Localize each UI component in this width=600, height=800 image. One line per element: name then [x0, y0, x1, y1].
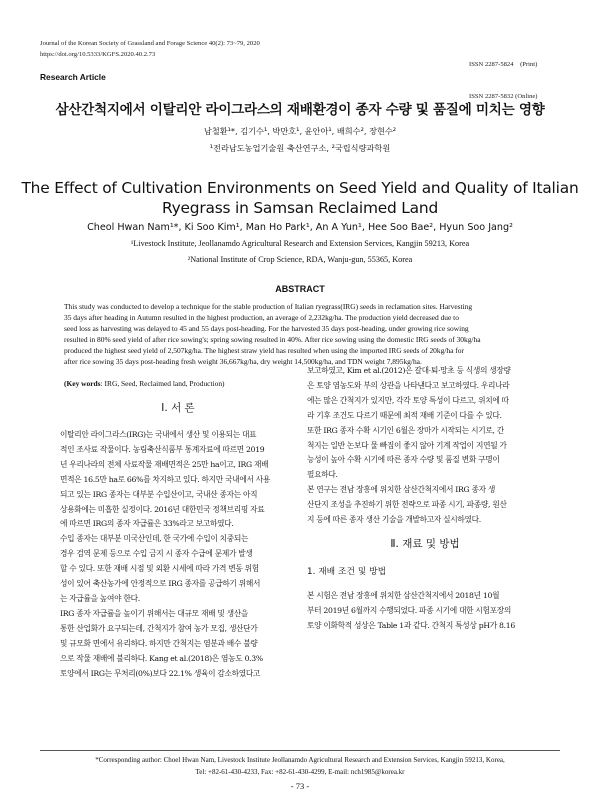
english-affiliation-2: ²National Institute of Crop Science, RDA, Wanju-gun, 55365, Korea — [187, 255, 413, 264]
body-line: 할 수 있다. 또한 재배 시점 및 외환 시세에 따라 가격 변동 위험 — [60, 564, 259, 574]
body-line: 이탈리안 라이그라스(IRG)는 국내에서 생산 및 이용되는 대표 — [60, 430, 257, 439]
journal-header — [40, 39, 260, 60]
english-affiliation-1: ¹Livestock Institute, Jeollanamdo Agricultural Research and Extension Services, Kangjin 59213, Korea — [130, 239, 470, 248]
doi-link[interactable]: https://doi.org/10.5333/KGFS.2020.40.2.73 — [40, 50, 156, 58]
body-line: 척지는 일반 논보다 물 빠짐이 좋지 않아 기계 작업이 지연될 가 — [307, 440, 507, 450]
abstract-line: seed loss as harvesting was delayed to 45 and 55 days post-heading. For the harvested 35 days post-heading, under growing rice sowing — [64, 324, 469, 334]
body-line: 보고하였고, Kim et al.(2012)은 갈대·퇴·망초 등 식생의 생장량 — [307, 366, 511, 375]
body-line: 토양 이화학적 성상은 Table 1과 같다. 간척지 특성상 pH가 8.16 — [307, 620, 515, 630]
body-line: 에는 많은 간척지가 있지만, 각각 토양 특성이 다르고, 위치에 따 — [307, 395, 509, 405]
abstract-line: resulted in 80% seed yield of after rice sowing's; spring sowing resulted in 40%. After rice sowing using the domestic IRG seeds of 30kg/ha — [64, 335, 481, 345]
korean-affiliations: ¹전라남도농업기술원 축산연구소, ²국립식량과학원 — [209, 143, 391, 153]
keywords-label: (Key words — [64, 379, 101, 388]
abstract-body — [64, 301, 536, 368]
body-line: 통한 산업화가 요구되는데, 간척지가 참여 농가 모집, 생산단가 — [60, 623, 258, 633]
body-line: 으로 작물 재배에 불리하다. Kang et al.(2018)은 염농도 0.3% — [60, 653, 263, 663]
body-line: 면적은 16.5만 ha로 66%를 차지하고 있다. 하지만 국내에서 사용 — [60, 474, 270, 484]
corresponding-author-footnote — [40, 754, 560, 778]
abstract-line: This study was conducted to develop a technique for the stable production of Italian ryegrass(IRG) seeds in reclamation sites. Harvesting — [64, 302, 473, 311]
section-heading-methods: Ⅱ. 재료 및 방법 — [390, 538, 460, 550]
body-line: 수입 종자는 대부분 미국산인데, 한 국가에 수입이 치중되는 — [60, 534, 249, 544]
footnote-line: Tel: +82-61-430-4233, Fax: +82-61-430-4299, E-mail: nch1985@korea.kr — [195, 768, 405, 776]
body-line: 은 토양 염농도와 부의 상관을 나타낸다고 보고하였다. 우리나라 — [307, 380, 510, 390]
body-line: 필요하다. — [307, 470, 338, 480]
body-line: 적인 조사료 작물이다. 농림축산식품부 통계자료에 따르면 2019 — [60, 444, 265, 454]
body-line: 라 기후 조건도 다르기 때문에 최적 재배 기준이 다를 수 있다. — [307, 410, 502, 420]
body-line: 지 등에 따른 종자 생산 기술을 개발하고자 실시하였다. — [307, 515, 481, 525]
body-line: 경우 검역 문제 등으로 수입 금지 시 종자 수급에 문제가 발생 — [60, 549, 253, 559]
body-line: 성이 있어 축산농가에 안정적으로 IRG 종자를 공급하기 위해서 — [60, 579, 261, 589]
body-line: 능성이 높아 수확 시기에 따른 종자 수량 및 품질 변화 구명이 — [307, 455, 500, 465]
body-line: 토양에서 IRG는 무처리(0%)보다 22.1% 생육이 감소하였다고 — [60, 668, 261, 678]
english-authors: Cheol Hwan Nam¹*, Ki Soo Kim¹, Man Ho Park¹, An A Yun¹, Hee Soo Bae², Hyun Soo Jang² — [87, 222, 513, 233]
keywords — [64, 379, 225, 388]
body-line: 는 자급률을 높여야 한다. — [60, 593, 140, 603]
body-line: IRG 종자 자급률을 높이기 위해서는 대규모 재배 및 생산을 — [60, 608, 248, 618]
english-title-line1: The Effect of Cultivation Environments on Seed Yield and Quality of Italian — [21, 179, 579, 197]
abstract-line: 35 days after heading in Autumn resulted in the highest production, an average of 2,232kg/ha. The production yield decreased due to — [64, 313, 459, 323]
body-line: 및 규모화 면에서 유리하다. 하지만 간척지는 염분과 배수 불량 — [60, 638, 258, 648]
right-column-text — [307, 364, 543, 528]
body-line: 산단지 조성을 추진하기 위한 전략으로 파종 시기, 파종량, 원산 — [307, 500, 507, 510]
journal-citation: Journal of the Korean Society of Grassland and Forage Science 40(2): 73~79, 2020 — [40, 40, 260, 47]
left-column-text — [60, 428, 296, 681]
subsection-heading: 1. 재배 조건 및 방법 — [307, 567, 387, 577]
korean-authors: 남철환¹*, 김기수¹, 박만호¹, 윤안아¹, 배희수², 장현수² — [203, 126, 397, 136]
issn-print: ISSN 2287-5824 (Print) — [469, 61, 538, 68]
footnote-line: *Corresponding author: Choel Hwan Nam, Livestock Institute Jeollanamdo Agricultural Research and Extension Services, Kangjin 59213, Korea, — [95, 756, 505, 764]
english-title-line2: Ryegrass in Samsan Reclaimed Land — [161, 199, 439, 217]
body-line: 부터 2019년 6월까지 수행되었다. 파종 시기에 대한 시험포장의 — [307, 605, 512, 615]
body-line: 년 우리나라의 전체 사료작물 재배면적은 25만 ha이고, IRG 재배 — [60, 459, 269, 469]
article-type: Research Article — [40, 72, 106, 82]
abstract-line: after rice sowing 35 days post-heading fresh weight 36,667kg/ha, dry weight 14,500kg/ha, and TDN weight 7,895kg/ha. — [64, 357, 422, 367]
body-line: 본 연구는 전남 장흥에 위치한 삼산간척지에서 IRG 종자 생 — [307, 485, 495, 495]
keywords-text: : IRG, Seed, Reclaimed land, Production) — [100, 379, 225, 388]
body-line: 에 따르면 IRG의 종자 자급률은 33%라고 보고하였다. — [60, 519, 234, 529]
footnote-divider — [40, 750, 560, 751]
abstract-line: produced the highest seed yield of 2,507kg/ha. The highest straw yield has resulted when using the imported IRG seeds of 20kg/ha for — [64, 346, 464, 356]
section-heading-introduction: Ⅰ. 서 론 — [161, 402, 195, 414]
body-line: 본 시험은 전남 장흥에 위치한 삼산간척지에서 2018년 10월 — [307, 591, 500, 600]
abstract-heading: ABSTRACT — [275, 284, 325, 294]
methods-text — [307, 589, 543, 634]
korean-title: 삼산간척지에서 이탈리안 라이그라스의 재배환경이 종자 수량 및 품질에 미치는 영향 — [55, 102, 545, 118]
body-line: 상용화에는 미흡한 실정이다. 2016년 대한민국 정책브리핑 자료 — [60, 504, 265, 514]
body-line: 되고 있는 IRG 종자는 대부분 수입산이고, 국내산 종자는 아직 — [60, 489, 258, 499]
page-number: - 73 - — [290, 781, 310, 791]
body-line: 또한 IRG 종자 수확 시기인 6월은 장마가 시작되는 시기로, 간 — [307, 425, 504, 435]
issn-online: ISSN 2287-5832 (Online) — [469, 92, 538, 100]
